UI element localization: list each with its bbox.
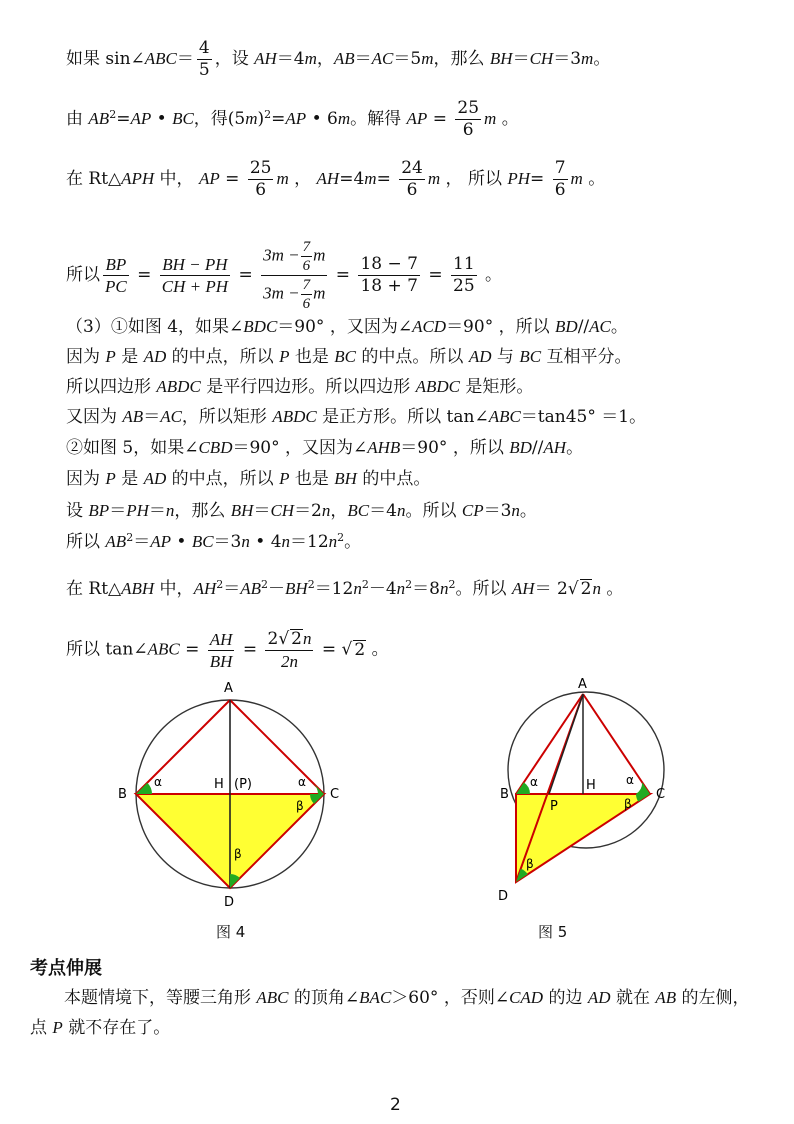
fraction-sqrt: $\frac{2√ 2n}{2n}$ <box>267 629 312 671</box>
label-c: C <box>656 787 666 802</box>
complex-fraction: 3m − $\frac{7}{6}$ m 3m − $\frac{7}{6}$ m <box>263 239 326 312</box>
solution-line-10: 因为 P 是 AD 的中点，所以 P 也是 BH 的中点。 <box>66 469 431 489</box>
beta-d: β <box>234 847 242 861</box>
alpha-b: α <box>530 775 538 789</box>
fraction-18: $\frac{18 - 7}{18 + 7}$ <box>360 254 418 296</box>
angle-mark-b <box>516 782 530 794</box>
solution-line-7: 所以四边形 ABDC 是平行四边形。所以四边形 ABDC 是矩形。 <box>66 377 534 397</box>
fraction-11-25: $\frac{11}{25}$ <box>453 254 475 296</box>
label-b: B <box>118 787 127 802</box>
label-h: H <box>214 777 224 792</box>
label-p: P <box>550 799 558 814</box>
segment-ab <box>516 694 583 794</box>
solution-line-11: 设 BP＝PH＝n，那么 BH＝CH＝2n，BC＝4n。所以 CP＝3n。 <box>66 501 537 521</box>
section-paragraph: 本题情境下，等腰三角形 ABC 的顶角∠BAC＞60° ，否则∠CAD 的边 AD 就在 AB 的左侧，点 P 就不存在了。 <box>30 988 750 1038</box>
fraction-ah-bh: $\frac{AH}{BH}$ <box>209 629 233 671</box>
alpha-c: α <box>298 775 306 789</box>
angle-mark-c-alpha <box>636 782 650 794</box>
fraction-25-6: $\frac{25}{6}$ <box>249 158 272 200</box>
alpha-c: α <box>626 773 634 787</box>
label-a: A <box>578 677 587 692</box>
solution-line-9: ②如图 5，如果∠CBD＝90° ，又因为∠AHB＝90° ，所以 BD//AH。 <box>66 438 584 458</box>
solution-line-14: 所以 tan∠ABC = $\frac{AH}{BH}$ = $\frac{2√ 2n}{2n}$ = √ 2 。 <box>66 629 389 671</box>
label-a: A <box>224 681 233 696</box>
solution-line-1: 如果 sin∠ABC＝ $\frac{4}{5}$ ，设 AH＝4m，AB＝AC＝5m，那么 BH＝CH＝3m。 <box>66 38 611 80</box>
label-p: (P) <box>234 777 252 792</box>
solution-line-13: 在 Rt△ABH 中，$AH^2=AB^2-BH^2=12n^2-4n^2=8n^2$。所以 AH＝ 2√ 2n 。 <box>66 578 624 599</box>
figure-4-caption: 图 4 <box>216 923 246 941</box>
alpha-b: α <box>154 775 162 789</box>
figure-5-caption: 图 5 <box>538 923 568 941</box>
label-c: C <box>330 787 340 802</box>
fraction-bp-pc: $\frac{BP}{PC}$ <box>105 255 127 296</box>
label-d: D <box>498 889 509 904</box>
angle-mark-b <box>136 783 152 794</box>
fraction-7-6: $\frac{7}{6}$ <box>554 158 566 200</box>
angle-mark-c-beta <box>636 794 650 802</box>
beta-d: β <box>526 857 534 871</box>
fraction-bh-ph: $\frac{BH - PH}{CH + PH}$ <box>161 255 229 296</box>
fraction-24-6: $\frac{24}{6}$ <box>401 158 423 200</box>
section-heading: 考点伸展 <box>30 958 102 979</box>
solution-line-3: 在 Rt△APH 中， AP = $\frac{25}{6}$ m ， AH=4m= $\frac{24}{6}$ m ， 所以 PH= $\frac{7}{6}$ m 。 <box>66 158 606 200</box>
solution-line-4: 所以 $\frac{BP}{PC}$ = $\frac{BH - PH}{CH + PH}$ = 3m − $\frac{7}{6}$ m 3m − $\frac{7}{6}$ m = $\frac{18 - 7}{18 + 7}$ = $\frac{11}{25}$ 。 <box>66 239 503 312</box>
solution-line-12: 所以 $AB^2=AP$ • BC＝3n • $4n=12n^2$。 <box>66 531 362 552</box>
page-number: 2 <box>390 1095 401 1115</box>
solution-line-6: 因为 P 是 AD 的中点，所以 P 也是 BC 的中点。所以 AD 与 BC 互相平分。 <box>66 347 632 367</box>
solution-line-8: 又因为 AB＝AC，所以矩形 ABDC 是正方形。所以 tan∠ABC＝tan45° ＝1。 <box>66 407 647 427</box>
radical-sign: √ <box>567 579 579 599</box>
figure-4 <box>100 670 370 920</box>
solution-line-2: 由 $AB^2=AP$ • BC，得$(5m)^2=AP$ • 6m。解得 AP = $\frac{25}{6}$ m 。 <box>66 98 519 140</box>
fraction-4-5: $\frac{4}{5}$ <box>198 38 210 80</box>
solution-line-5: （3）①如图 4，如果∠BDC＝90° ，又因为∠ACD＝90° ，所以 BD//AC。 <box>66 317 628 337</box>
beta-c: β <box>624 797 632 811</box>
segment-ap <box>549 694 583 794</box>
beta-c: β <box>296 799 304 813</box>
label-d: D <box>224 895 235 910</box>
figure-5 <box>490 670 710 920</box>
fraction-25-6: $\frac{25}{6}$ <box>457 98 480 140</box>
label-h: H <box>586 778 596 793</box>
label-b: B <box>500 787 509 802</box>
